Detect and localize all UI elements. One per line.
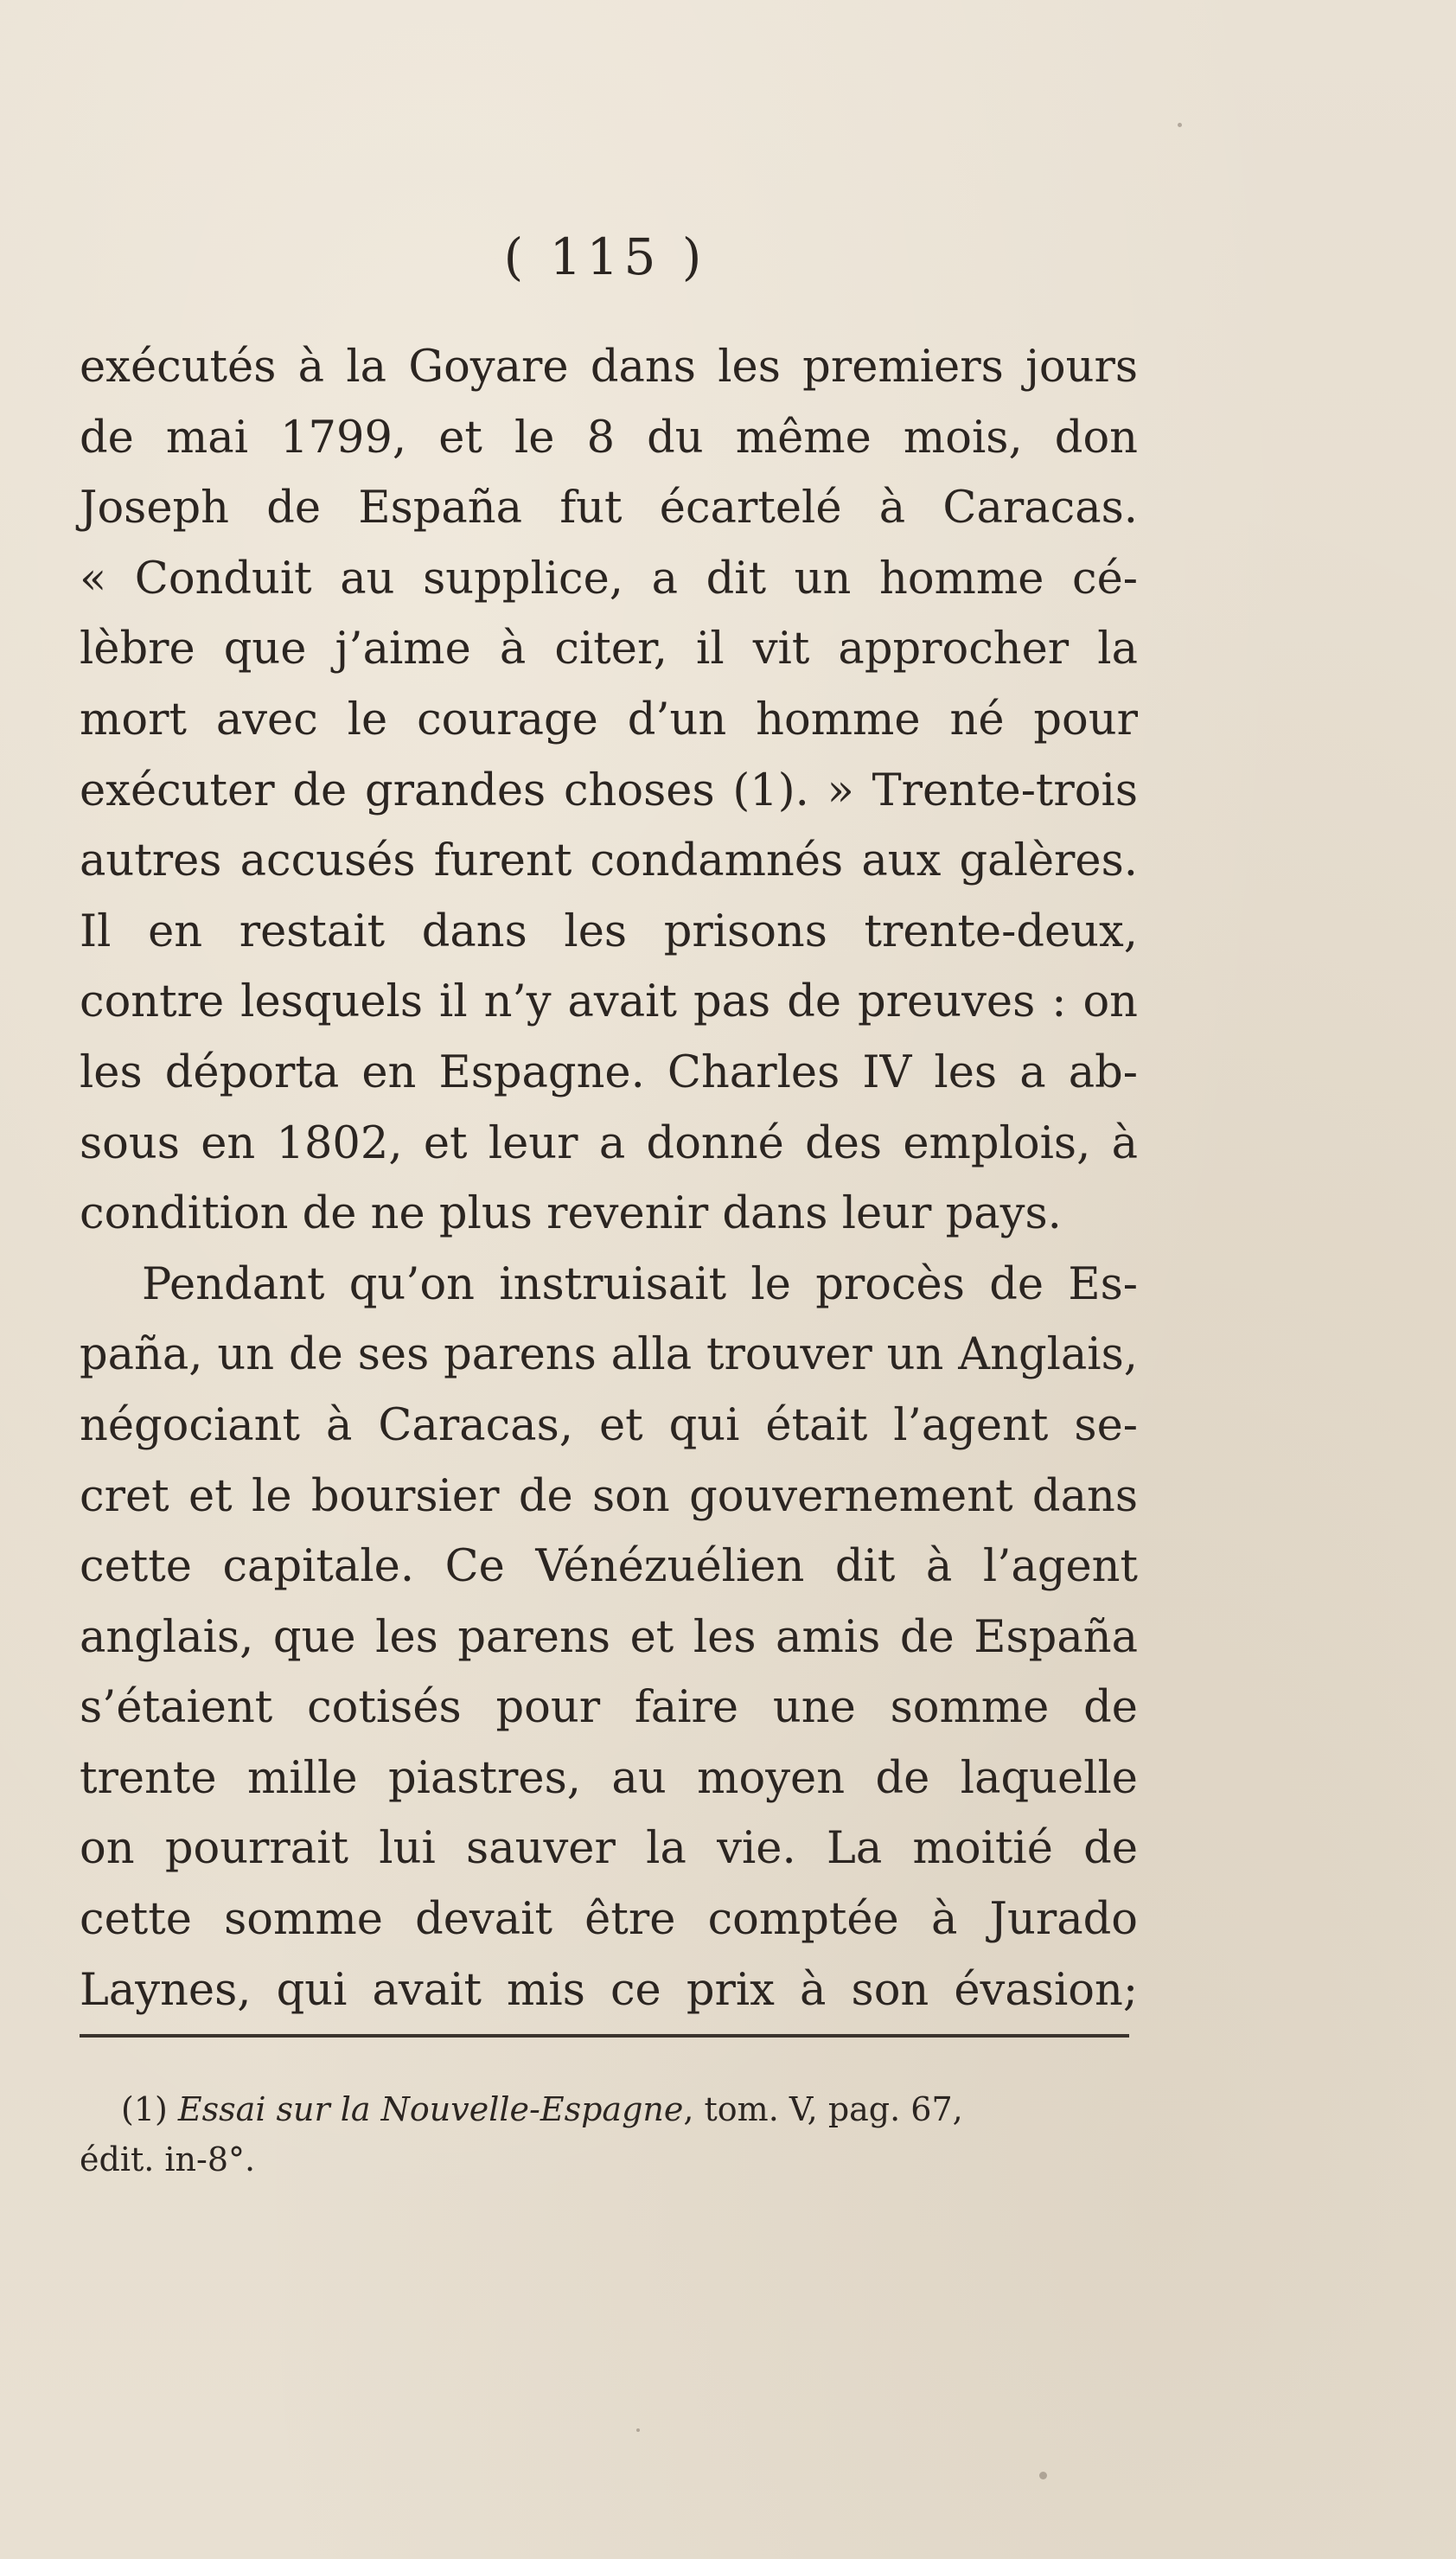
footnote-edition: édit. in-8°.	[80, 2140, 256, 2178]
text-line: mort avec le courage d’un homme né pour	[80, 694, 1138, 745]
text-line: « Conduit au supplice, a dit un homme cé-	[80, 553, 1138, 605]
footnote	[80, 2084, 1141, 2185]
footnote-divider	[80, 2034, 1129, 2038]
text-line: cret et le boursier de son gouvernement dans	[80, 1470, 1138, 1522]
footnote-marker: (1)	[121, 2090, 168, 2128]
text-line: paña, un de ses parens alla trouver un Anglais,	[80, 1329, 1138, 1381]
text-line: lèbre que j’aime à citer, il vit approcher la	[80, 624, 1138, 675]
text-line: s’étaient cotisés pour faire une somme de	[80, 1682, 1138, 1734]
paper-speck	[1039, 2472, 1047, 2479]
footnote-reference: , tom. V, pag. 67,	[683, 2090, 963, 2128]
text-line: on pourrait lui sauver la vie. La moitié de	[80, 1823, 1138, 1875]
body-text	[80, 332, 1138, 2025]
text-line: les déporta en Espagne. Charles IV les a ab-	[80, 1046, 1138, 1098]
text-line: cette somme devait être comptée à Jurado	[80, 1894, 1138, 1946]
text-line: Pendant qu’on instruisait le procès de Es-	[142, 1258, 1138, 1310]
text-line: contre lesquels il n’y avait pas de preuves : on	[80, 976, 1138, 1028]
page-number: ( 115 )	[503, 227, 707, 286]
text-line: condition de ne plus revenir dans leur pays.	[80, 1188, 1062, 1240]
text-line: trente mille piastres, au moyen de laquelle	[80, 1752, 1138, 1804]
text-line: sous en 1802, et leur a donné des emplois, à	[80, 1117, 1138, 1169]
text-line: exécuter de grandes choses (1). » Trente-trois	[80, 765, 1138, 816]
text-line: Joseph de España fut écartelé à Caracas.	[80, 483, 1138, 534]
paper-speck	[1178, 123, 1182, 127]
text-line: Laynes, qui avait mis ce prix à son évasion;	[80, 1964, 1138, 2016]
text-line: exécutés à la Goyare dans les premiers jours	[80, 342, 1138, 393]
footnote-line-1	[121, 2084, 1141, 2134]
text-line: négociant à Caracas, et qui était l’agent se-	[80, 1399, 1138, 1451]
text-line: cette capitale. Ce Vénézuélien dit à l’agent	[80, 1541, 1138, 1593]
text-line: anglais, que les parens et les amis de España	[80, 1611, 1138, 1663]
paper-speck	[636, 2428, 640, 2432]
footnote-title: Essai sur la Nouvelle-Espagne	[177, 2090, 684, 2128]
text-line: autres accusés furent condamnés aux galères.	[80, 835, 1138, 887]
text-line: Il en restait dans les prisons trente-deux,	[80, 905, 1138, 957]
text-line: de mai 1799, et le 8 du même mois, don	[80, 412, 1138, 464]
